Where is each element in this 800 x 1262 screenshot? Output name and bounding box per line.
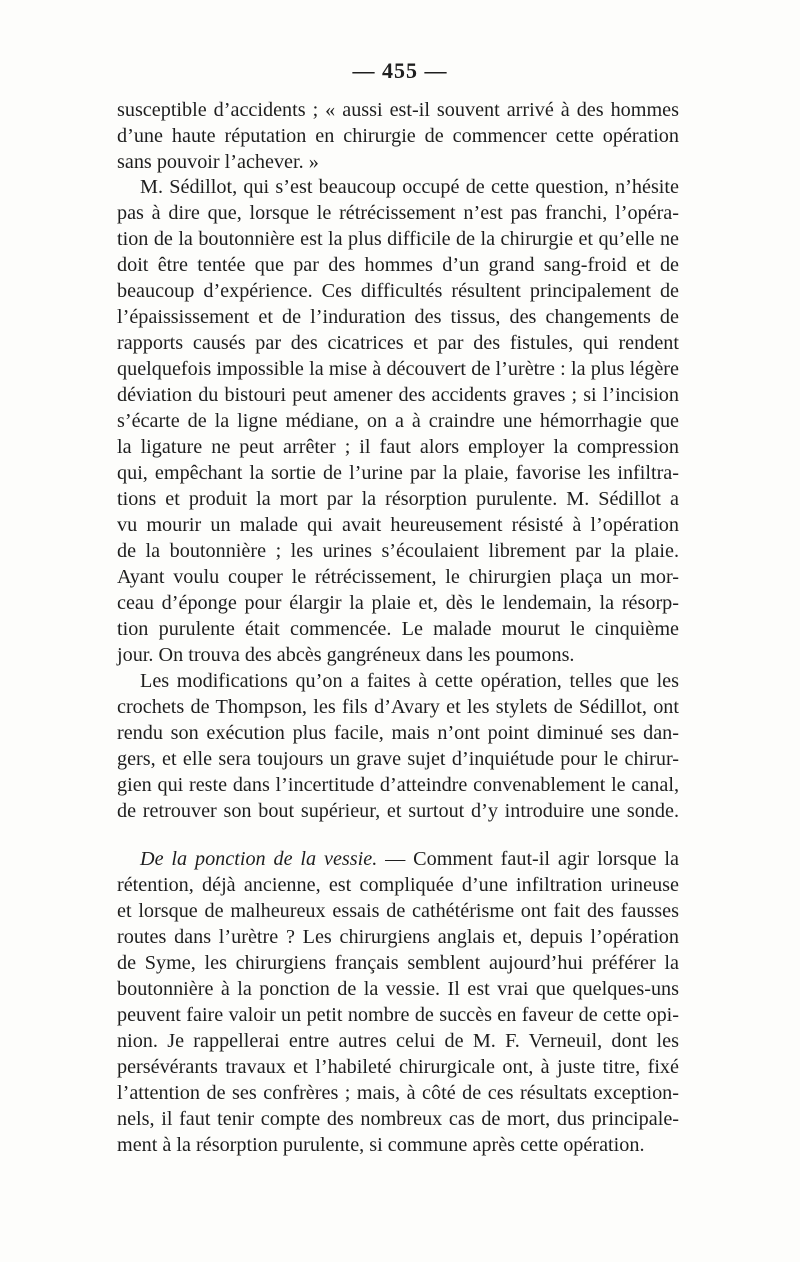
text-line: beaucoup d’expérience. Ces difficultés résultent principalement de [117,280,679,302]
text-line: et lorsque de malheureux essais de cathétérisme ont fait des fausses [117,900,679,922]
text-line: rendu son exécution plus facile, mais n’ont point diminué ses dan- [117,722,679,744]
section-first-line-text: — Comment faut-il agir lorsque la [377,848,679,870]
text-line: s’écarte de la ligne médiane, on a à craindre une hémorrhagie que [117,410,679,432]
text-line: ment à la résorption purulente, si commune après cette opération. [117,1134,645,1156]
text-line: l’épaississement et de l’induration des tissus, des changements de [117,306,679,328]
text-line: gien qui reste dans l’incertitude d’atteindre convenablement le canal, [117,774,679,796]
text-line: crochets de Thompson, les fils d’Avary et les stylets de Sédillot, ont [117,696,679,718]
text-line: sans pouvoir l’achever. » [117,151,319,173]
text-line: de retrouver son bout supérieur, et surtout d’y introduire une sonde. [117,800,679,822]
page-number: — 455 — [352,58,448,83]
text-line: Ayant voulu couper le rétrécissement, le chirurgien plaça un mor- [117,566,679,588]
text-line: persévérants travaux et l’habileté chirurgicale ont, à juste titre, fixé [117,1056,679,1078]
text-line: de la boutonnière ; les urines s’écoulaient librement par la plaie. [117,540,679,562]
text-line: vu mourir un malade qui avait heureusement résisté à l’opération [117,514,679,536]
text-line: tion de la boutonnière est la plus difficile de la chirurgie et qu’elle ne [117,228,679,250]
text-line: d’une haute réputation en chirurgie de commencer cette opération [117,125,679,147]
text-line: routes dans l’urètre ? Les chirurgiens anglais et, depuis l’opération [117,926,679,948]
text-line: l’attention de ses confrères ; mais, à côté de ces résultats exception- [117,1082,679,1104]
section-first-line [140,845,679,873]
text-line: ceau d’éponge pour élargir la plaie et, dès le lendemain, la résorp- [117,592,679,614]
text-line: qui, empêchant la sortie de l’urine par la plaie, favorise les infiltra- [117,462,679,484]
text-line: peuvent faire valoir un petit nombre de succès en faveur de cette opi- [117,1004,679,1026]
text-line: rétention, déjà ancienne, est compliquée d’une infiltration urineuse [117,874,679,896]
section-title: De la ponction de la vessie. [140,848,378,870]
text-line: tion purulente était commencée. Le malade mourut le cinquième [117,618,679,640]
text-line: susceptible d’accidents ; « aussi est-il souvent arrivé à des hommes [117,99,679,121]
text-line: jour. On trouva des abcès gangréneux dans les poumons. [117,644,575,666]
text-line: nion. Je rappellerai entre autres celui de M. F. Verneuil, dont les [117,1030,679,1052]
text-line: pas à dire que, lorsque le rétrécissement n’est pas franchi, l’opéra- [117,202,679,224]
text-line: rapports causés par des cicatrices et par des fistules, qui rendent [117,332,679,354]
text-line: la ligature ne peut arrêter ; il faut alors employer la compression [117,436,679,458]
text-line: Les modifications qu’on a faites à cette opération, telles que les [140,670,679,692]
text-line: gers, et elle sera toujours un grave sujet d’inquiétude pour le chirur- [117,748,679,770]
text-line: M. Sédillot, qui s’est beaucoup occupé de cette question, n’hésite [140,176,679,198]
text-line: quelquefois impossible la mise à découvert de l’urètre : la plus légère [117,358,679,380]
text-line: tions et produit la mort par la résorption purulente. M. Sédillot a [117,488,679,510]
text-line: déviation du bistouri peut amener des accidents graves ; si l’incision [117,384,679,406]
text-line: boutonnière à la ponction de la vessie. Il est vrai que quelques-uns [117,978,679,1000]
text-line: nels, il faut tenir compte des nombreux cas de mort, dus principale- [117,1108,679,1130]
text-line: de Syme, les chirurgiens français semblent aujourd’hui préférer la [117,952,679,974]
text-line: doit être tentée que par des hommes d’un grand sang-froid et de [117,254,679,276]
